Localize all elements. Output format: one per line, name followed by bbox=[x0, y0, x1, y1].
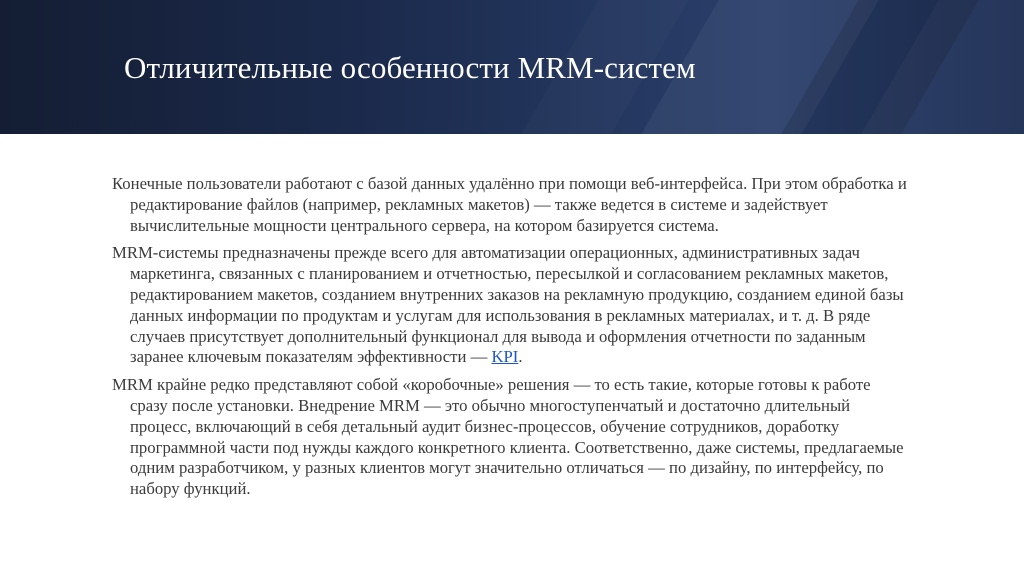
paragraph-text: MRM-системы предназначены прежде всего для автоматизации операционных, административных задач маркетинга, связанных с планированием и отчетностью, пересылкой и согласованием рекламных макетов, редактированием макетов, созданием внутренних заказов на рекламную продукцию, созданием единой базы данных информации по продуктам и услугам для использования в рекламных материалах, и т. д. В ряде случаев присутствует дополнительный функционал для вывода и оформления отчетности по заданным заранее ключевым показателям эффективности — bbox=[112, 243, 904, 367]
paragraph-mrm-purpose bbox=[112, 243, 912, 368]
paragraph-web-interface: Конечные пользователи работают с базой данных удалённо при помощи веб-интерфейса. При этом обработка и редактирование файлов (например, рекламных макетов) — также ведется в системе и задействует вычислительные мощности центрального сервера, на котором базируется система. bbox=[112, 174, 907, 235]
paragraph-mrm-implementation: MRM крайне редко представляют собой «коробочные» решения — то есть такие, которые готовы к работе сразу после установки. Внедрение MRM — это обычно многоступенчатый и достаточно длительный процесс, включающий в себя детальный аудит бизнес-процессов, обучение сотрудников, доработку программной части под нужды каждого конкретного клиента. Соответственно, даже системы, предлагаемые одним разработчиком, у разных клиентов могут значительно отличаться — по дизайну, по интерфейсу, по набору функций. bbox=[112, 375, 904, 499]
slide-body bbox=[112, 174, 912, 507]
slide-title: Отличительные особенности MRM-систем bbox=[124, 50, 696, 85]
title-banner bbox=[0, 0, 1024, 134]
paragraph-text-end: . bbox=[518, 347, 523, 367]
kpi-link[interactable]: KPI bbox=[491, 347, 519, 367]
